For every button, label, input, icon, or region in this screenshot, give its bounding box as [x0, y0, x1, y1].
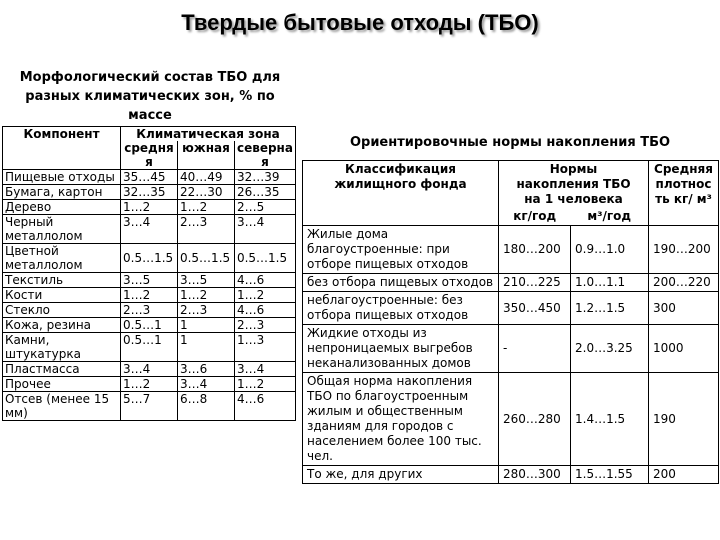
header-zone-south-cont [177, 155, 234, 170]
page-title: Твердые бытовые отходы (ТБО) [181, 10, 539, 35]
header-density-line: ть кг/ м³ [655, 192, 712, 206]
value-middle-zone: 2…3 [121, 303, 178, 318]
header-zone-south: южная [177, 141, 234, 155]
value-middle-zone: 0.5…1.5 [121, 244, 178, 273]
header-density [649, 161, 719, 226]
value-south-zone: 1…2 [177, 288, 234, 303]
value-north-zone: 4…6 [234, 392, 295, 421]
table-row [3, 170, 296, 185]
value-north-zone: 4…6 [234, 303, 295, 318]
value-north-zone: 32…39 [234, 170, 295, 185]
header-classification-line: Классификация [345, 162, 456, 176]
value-middle-zone: 3…5 [121, 273, 178, 288]
norm-kg-per-year: 260…280 [499, 373, 571, 466]
average-density: 190 [649, 373, 719, 466]
component-name: Пищевые отходы [3, 170, 121, 185]
norm-m3-per-year: 1.0…1.1 [571, 274, 649, 292]
housing-class: Жидкие отходы из непроницаемых выгребов неканализованных домов [303, 325, 499, 373]
component-name: Отсев (менее 15 мм) [3, 392, 121, 421]
value-middle-zone: 0.5…1 [121, 318, 178, 333]
value-north-zone: 26…35 [234, 185, 295, 200]
value-middle-zone: 0.5…1 [121, 333, 178, 362]
table-row [3, 185, 296, 200]
value-south-zone: 40…49 [177, 170, 234, 185]
value-south-zone: 6…8 [177, 392, 234, 421]
value-north-zone: 1…2 [234, 377, 295, 392]
value-north-zone: 3…4 [234, 215, 295, 244]
header-norms-line: накопления ТБО [516, 177, 631, 191]
norm-m3-per-year: 1.5…1.55 [571, 466, 649, 484]
value-north-zone: 2…5 [234, 200, 295, 215]
norms-table [302, 160, 719, 484]
composition-rows [3, 170, 296, 421]
norm-kg-per-year: 180…200 [499, 226, 571, 274]
norm-m3-per-year: 1.2…1.5 [571, 292, 649, 325]
housing-class: Общая норма накопления ТБО по благоустроенным жилым и общественным зданиям для городов с населением более 100 тыс. чел. [303, 373, 499, 466]
average-density: 190…200 [649, 226, 719, 274]
value-middle-zone: 3…4 [121, 362, 178, 377]
norm-kg-per-year: 350…450 [499, 292, 571, 325]
header-norms-line: на 1 человека [524, 192, 623, 206]
table-row [303, 226, 719, 274]
average-density: 200…220 [649, 274, 719, 292]
norm-m3-per-year: 2.0…3.25 [571, 325, 649, 373]
component-name: Бумага, картон [3, 185, 121, 200]
value-south-zone: 3…5 [177, 273, 234, 288]
value-north-zone: 0.5…1.5 [234, 244, 295, 273]
component-name: Черный металлолом [3, 215, 121, 244]
header-zone-middle-cont: я [121, 155, 178, 170]
header-component: Компонент [3, 127, 121, 170]
header-zone-north: северна [234, 141, 295, 155]
header-zone: Климатическая зона [121, 127, 296, 142]
norm-kg-per-year: 280…300 [499, 466, 571, 484]
table-row [3, 333, 296, 362]
value-middle-zone: 1…2 [121, 200, 178, 215]
average-density: 300 [649, 292, 719, 325]
average-density: 1000 [649, 325, 719, 373]
component-name: Прочее [3, 377, 121, 392]
left-heading-line: разных климатических зон, % по [25, 89, 275, 104]
table-row [3, 288, 296, 303]
value-north-zone: 3…4 [234, 362, 295, 377]
left-table-heading [0, 68, 300, 125]
header-zone-middle: средня [121, 141, 178, 155]
value-south-zone: 2…3 [177, 303, 234, 318]
table-row [3, 377, 296, 392]
housing-class: неблагоустроенные: без отбора пищевых отходов [303, 292, 499, 325]
component-name: Текстиль [3, 273, 121, 288]
norm-kg-per-year: - [499, 325, 571, 373]
table-row [303, 292, 719, 325]
norms-rows [303, 226, 719, 484]
table-row [3, 318, 296, 333]
header-density-line: плотнос [655, 177, 712, 191]
table-row [3, 303, 296, 318]
value-south-zone: 3…6 [177, 362, 234, 377]
component-name: Стекло [3, 303, 121, 318]
table-row [303, 373, 719, 466]
value-south-zone: 1 [177, 318, 234, 333]
table-row [303, 466, 719, 484]
value-south-zone: 1 [177, 333, 234, 362]
component-name: Кожа, резина [3, 318, 121, 333]
component-name: Кости [3, 288, 121, 303]
value-north-zone: 1…3 [234, 333, 295, 362]
norm-m3-per-year: 1.4…1.5 [571, 373, 649, 466]
header-classification-line: жилищного фонда [334, 177, 467, 191]
right-table-heading: Ориентировочные нормы накопления ТБО [349, 135, 671, 150]
value-north-zone: 2…3 [234, 318, 295, 333]
table-row [3, 244, 296, 273]
left-heading-line: Морфологический состав ТБО для [19, 70, 281, 85]
left-heading-line: массе [128, 108, 172, 123]
component-name: Камни, штукатурка [3, 333, 121, 362]
header-density-line: Средняя [654, 162, 713, 176]
header-classification [303, 161, 499, 226]
housing-class: То же, для других [303, 466, 499, 484]
value-middle-zone: 1…2 [121, 377, 178, 392]
header-m3: м³/год [571, 208, 649, 226]
value-south-zone: 2…3 [177, 215, 234, 244]
value-north-zone: 1…2 [234, 288, 295, 303]
value-south-zone: 3…4 [177, 377, 234, 392]
value-middle-zone: 1…2 [121, 288, 178, 303]
average-density: 200 [649, 466, 719, 484]
value-south-zone: 0.5…1.5 [177, 244, 234, 273]
table-row [3, 215, 296, 244]
housing-class: Жилые дома благоустроенные: при отборе пищевых отходов [303, 226, 499, 274]
table-row [3, 362, 296, 377]
table-row [3, 200, 296, 215]
norm-m3-per-year: 0.9…1.0 [571, 226, 649, 274]
value-middle-zone: 35…45 [121, 170, 178, 185]
norm-kg-per-year: 210…225 [499, 274, 571, 292]
value-south-zone: 1…2 [177, 200, 234, 215]
component-name: Дерево [3, 200, 121, 215]
header-norms-line: Нормы [549, 162, 598, 176]
value-north-zone: 4…6 [234, 273, 295, 288]
table-row [303, 325, 719, 373]
value-middle-zone: 3…4 [121, 215, 178, 244]
header-kg: кг/год [499, 208, 571, 226]
value-middle-zone: 32…35 [121, 185, 178, 200]
component-name: Цветной металлолом [3, 244, 121, 273]
composition-table [2, 126, 296, 421]
component-name: Пластмасса [3, 362, 121, 377]
table-row [3, 273, 296, 288]
header-zone-north-cont: я [234, 155, 295, 170]
header-norms [499, 161, 649, 209]
housing-class: без отбора пищевых отходов [303, 274, 499, 292]
table-row [303, 274, 719, 292]
value-south-zone: 22…30 [177, 185, 234, 200]
value-middle-zone: 5…7 [121, 392, 178, 421]
table-row [3, 392, 296, 421]
